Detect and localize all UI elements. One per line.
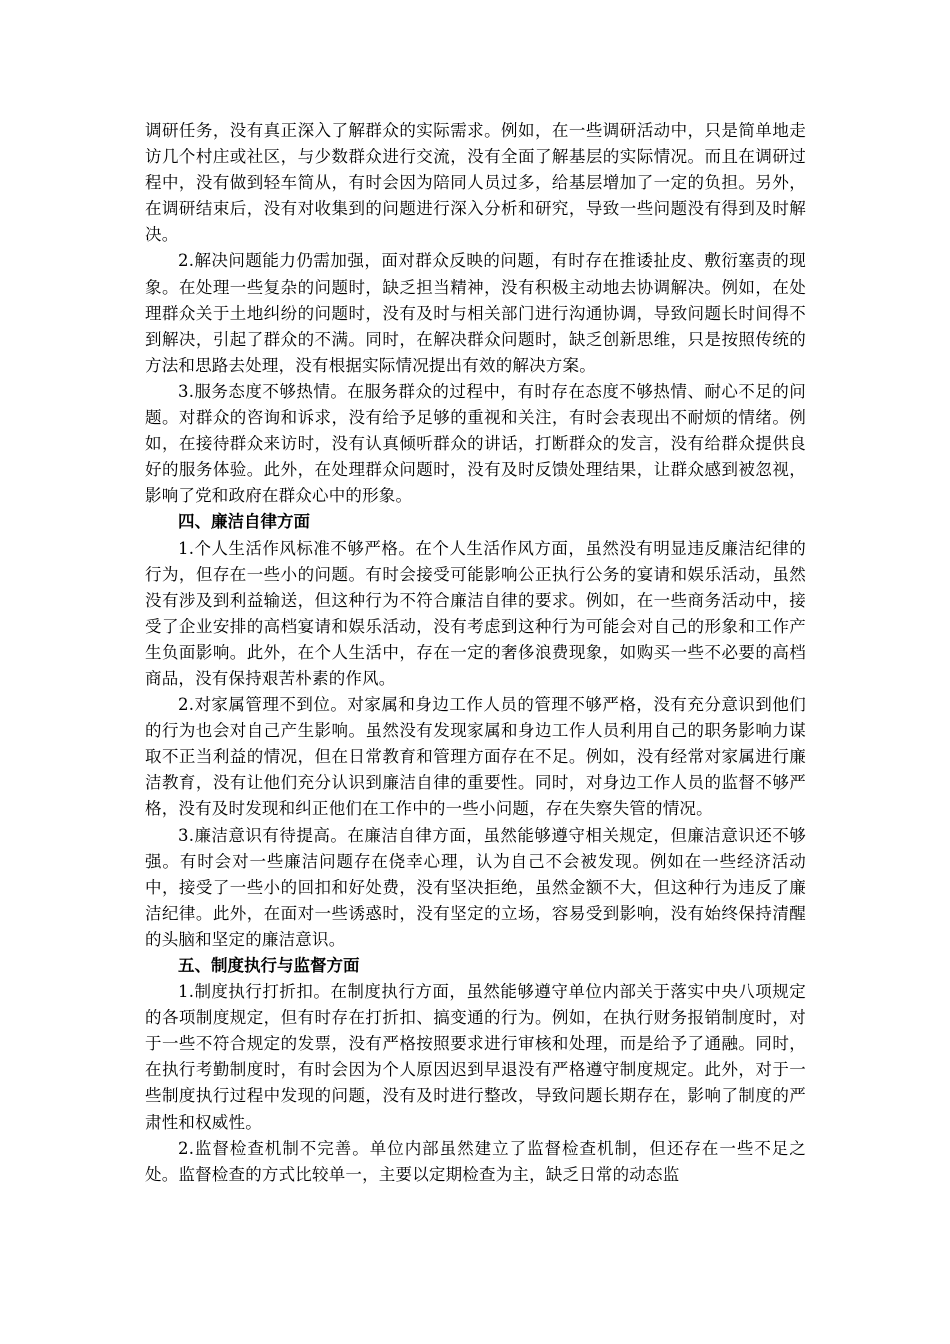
paragraph-integrity-awareness: 3.廉洁意识有待提高。在廉洁自律方面，虽然能够遵守相关规定，但廉洁意识还不够强。有时会对一些廉洁问题存在侥幸心理，认为自己不会被发现。例如在一些经济活动中，接受了一些小的回扣和好处费，没有坚决拒绝，虽然金额不大，但这种行为违反了廉洁纪律。此外，在面对一些诱惑时，没有坚定的立场，容易受到影响，没有始终保持清醒的头脑和坚定的廉洁意识。 [145,825,806,949]
paragraph-problem-solving: 2.解决问题能力仍需加强，面对群众反映的问题，有时存在推诿扯皮、敷衍塞责的现象。在处理一些复杂的问题时，缺乏担当精神，没有积极主动地去协调解决。例如，在处理群众关于土地纠纷的问题时，没有及时与相关部门进行沟通协调，导致问题长时间得不到解决，引起了群众的不满。同时，在解决群众问题时，缺乏创新思维，只是按照传统的方法和思路去处理，没有根据实际情况提出有效的解决方案。 [145,251,806,375]
section-heading-system-supervision: 五、制度执行与监督方面 [178,956,360,975]
section-heading-integrity: 四、廉洁自律方面 [178,512,310,532]
paragraph-service-attitude: 3.服务态度不够热情。在服务群众的过程中，有时存在态度不够热情、耐心不足的问题。对群众的咨询和诉求，没有给予足够的重视和关注，有时会表现出不耐烦的情绪。例如，在接待群众来访时，没有认真倾听群众的讲话，打断群众的发言，没有给群众提供良好的服务体验。此外，在处理群众问题时，没有及时反馈处理结果，让群众感到被忽视，影响了党和政府在群众心中的形象。 [145,381,806,506]
paragraph-personal-conduct: 1.个人生活作风标准不够严格。在个人生活作风方面，虽然没有明显违反廉洁纪律的行为，但存在一些小的问题。有时会接受可能影响公正执行公务的宴请和娱乐活动，虽然没有涉及到利益输送，但这种行为不符合廉洁自律的要求。例如，在一些商务活动中，接受了企业安排的高档宴请和娱乐活动，没有考虑到这种行为可能会对自己的形象和工作产生负面影响。此外，在个人生活中，存在一定的奢侈浪费现象，如购买一些不必要的高档商品，没有保持艰苦朴素的作风。 [145,538,806,688]
paragraph-family-management: 2.对家属管理不到位。对家属和身边工作人员的管理不够严格，没有充分意识到他们的行为也会对自己产生影响。虽然没有发现家属和身边工作人员利用自己的职务影响力谋取不正当利益的情况，但在日常教育和管理方面存在不足。例如，没有经常对家属进行廉洁教育，没有让他们充分认识到廉洁自律的重要性。同时，对身边工作人员的监督不够严格，没有及时发现和纠正他们在工作中的一些小问题，存在失察失管的情况。 [145,695,806,819]
paragraph-research-tasks: 调研任务，没有真正深入了解群众的实际需求。例如，在一些调研活动中，只是简单地走访几个村庄或社区，与少数群众进行交流，没有全面了解基层的实际情况。而且在调研过程中，没有做到轻车简从，有时会因为陪同人员过多，给基层增加了一定的负担。另外，在调研结束后，没有对收集到的问题进行深入分析和研究，导致一些问题没有得到及时解决。 [145,121,806,245]
paragraph-system-execution: 1.制度执行打折扣。在制度执行方面，虽然能够遵守单位内部关于落实中央八项规定的各项制度规定，但有时存在打折扣、搞变通的行为。例如，在执行财务报销制度时，对于一些不符合规定的发票，没有严格按照要求进行审核和处理，而是给予了通融。同时，在执行考勤制度时，有时会因为个人原因迟到早退没有严格遵守制度规定。此外，对于一些制度执行过程中发现的问题，没有及时进行整改，导致问题长期存在，影响了制度的严肃性和权威性。 [145,982,806,1132]
document-body [145,118,806,1188]
paragraph-supervision-mechanism: 2.监督检查机制不完善。单位内部虽然建立了监督检查机制，但还存在一些不足之处。监督检查的方式比较单一，主要以定期检查为主，缺乏日常的动态监 [145,1138,806,1184]
